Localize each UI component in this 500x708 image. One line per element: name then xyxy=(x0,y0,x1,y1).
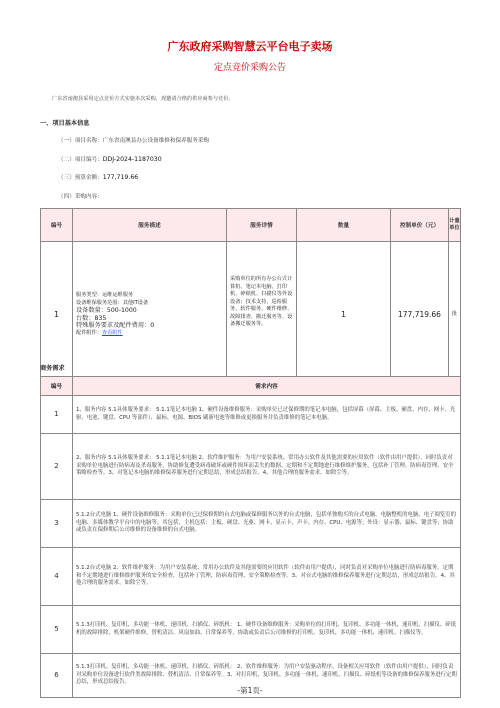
table-row xyxy=(41,396,461,434)
row-number: 5 xyxy=(41,606,73,654)
row-number: 4 xyxy=(41,548,73,606)
requirement-text: 5.1.3打印机、复印机、多功能一体机、速印机、扫描仪、碎纸机： 2、软件维修服务：为用户安装驱动程序、设备相关应用软件（软件由用户提供），同时负责对采购单位设备进行软件类故障排除、替机清洁、日常保养等。3、对打印机、复印机、多功能一体机、速印机、扫描仪、碎纸机等设备的维修保养服务进行定期总结，形成总结报告。 xyxy=(73,654,461,698)
header-cell: 服务详情 xyxy=(227,209,297,242)
quantity: 1 xyxy=(297,242,391,388)
info-project-name xyxy=(58,136,209,144)
attachment-link[interactable]: 查看附件 xyxy=(101,329,123,336)
desc-line: 台数：835 xyxy=(76,314,107,322)
info-value: DDJ-2024-1187030 xyxy=(102,156,162,163)
business-requirements-table xyxy=(40,376,461,698)
service-detail: 采购单位的所有办公台式计算机、笔记本电脑、打印机、碎纸机、扫描仪等外设设备；技术支持、巡检服务、软件服务、硬件维修、故障排查、搬迁服务等、设备搬迁服务等。 xyxy=(227,242,297,388)
intro-text: 广东省南澳县采用定点竞价方式实施本次采购，现邀请合格的供应商参与竞价。 xyxy=(52,96,234,102)
table-row xyxy=(41,548,461,606)
row-number: 6 xyxy=(41,654,73,698)
info-label: （四）采购内容： xyxy=(58,194,103,200)
desc-line: 服务类型：运维运维服务 xyxy=(76,292,134,298)
header-cell: 数量 xyxy=(297,209,391,242)
requirement-text: 1、服务内容 5.1具体服务要求： 5.1.1笔记本电脑 1、硬件设备维修服务：采购单位已过保修期的笔记本电脑，包括屏幕（屏幕、主板、硬盘、内存、网卡、光驱、电池、键盘、CPU 等部件）、鼠标、电源、BIOS 刷新电池等维修或更换服务并负责维修的笔记本电脑。 xyxy=(73,396,461,434)
info-label: （二）项目编号： xyxy=(58,157,103,163)
section-title-basic-info: 一、项目基本信息 xyxy=(40,120,90,127)
row-number: 1 xyxy=(41,396,73,434)
procurement-table xyxy=(40,208,461,388)
page-footer: -第1页- xyxy=(237,686,263,695)
table-header-row xyxy=(41,209,461,242)
info-value: 177,719.66 xyxy=(102,174,139,181)
header-cell: 控制单价（元） xyxy=(391,209,449,242)
info-label: （三）预算金额： xyxy=(58,175,103,181)
section-title-business: 商务需求 xyxy=(40,365,65,372)
info-value: 广东省南澳县办公设备维修和保养服务采购 xyxy=(102,138,210,144)
requirement-text: 5.1.2台式电脑 2、软件维护服务：为用户安装系统、常用办公软件及其他需要的应用软件（软件由用户提供），同时负责对采购单位电脑进行防病毒服务，定期和不定期地进行维修维护服务的安全检查，包括补丁管理、防病毒管理、安全策略检查等。3、对台式电脑的维修保养服务进行定期总结，形成总结报告。4、其他合理的服务需求，如除尘等。 xyxy=(73,548,461,606)
row-number: 1 xyxy=(41,242,73,388)
table-row xyxy=(41,500,461,548)
info-project-number xyxy=(58,155,162,163)
page-title: 广东政府采购智慧云平台电子卖场 xyxy=(167,40,333,53)
table-row xyxy=(41,606,461,654)
info-label: （一）项目名称： xyxy=(58,138,103,144)
row-number: 2 xyxy=(41,434,73,500)
table-row xyxy=(41,242,461,388)
header-cell: 计量单位 xyxy=(449,209,461,242)
desc-line: 设备数量：500-1000 xyxy=(76,307,137,314)
header-cell: 服务描述 xyxy=(73,209,227,242)
row-number: 3 xyxy=(41,500,73,548)
table-header-row xyxy=(41,377,461,396)
info-budget xyxy=(58,173,138,181)
header-cell: 需求内容 xyxy=(73,377,461,396)
desc-line: 配件附件：查看附件 xyxy=(76,329,123,336)
info-content xyxy=(58,192,103,200)
table-row xyxy=(41,434,461,500)
header-cell: 编号 xyxy=(41,377,73,396)
requirement-text: 5.1.2台式电脑 1、硬件设备维修服务：采购单位已过保修期的台式电脑或保修服务以外的台式电脑，包括单独购买的台式电脑，电脑整机的电脑、电子阅览室的电脑、多媒体教学平台中的电脑等。其包括，主机包括：主板、硬盘、光驱、网卡、显示卡、声卡、内存、CPU、电源等；外设：显示器、鼠标、键盘等；协助或负责在保修期后公司维修的设备维修的台式电脑。 xyxy=(73,500,461,548)
unit-price: 177,719.66 xyxy=(391,242,449,388)
requirement-text: 2、服务内容 5.1具体服务要求： 5.1.1笔记本电脑 2、软件维护服务：为用户安装系统、常用办公软件及其他需要的应用软件（软件由用户提供），同时负责对采购单位电脑进行防病毒及杀毒服务，协助修复遭受病毒破坏或硬件损坏而丢失的数据、定期和不定期地进行维修维护服务，包括补丁管理、防病毒管理、安全策略检查等。3、对笔记本电脑的维修保养服务进行定期总结，形成总结报告。4、其他合理的服务需求，如除尘等。 xyxy=(73,434,461,500)
service-description xyxy=(73,242,227,388)
page-subtitle: 定点竞价采购公告 xyxy=(213,63,286,73)
header-cell: 编号 xyxy=(41,209,73,242)
desc-line: 特殊服务要求及配件费用：0 xyxy=(76,322,155,329)
unit: 批 xyxy=(449,242,461,388)
requirement-text: 5.1.3打印机、复印机、多功能一体机、速印机、扫描仪、碎纸机： 1、硬件设备维修服务：采购单位的打印机、复印机、多功能一体机、速印机、扫描仪、碎纸机的故障排除，机架硬件维修，替机清洁、风扇加油、日常保养等，协助或负责后公司维修的打印机、复印机、多功能一体机、速印机、扫描仪等。 xyxy=(73,606,461,654)
desc-line: 设备维保服务范围：其他IT设备 xyxy=(76,299,149,306)
